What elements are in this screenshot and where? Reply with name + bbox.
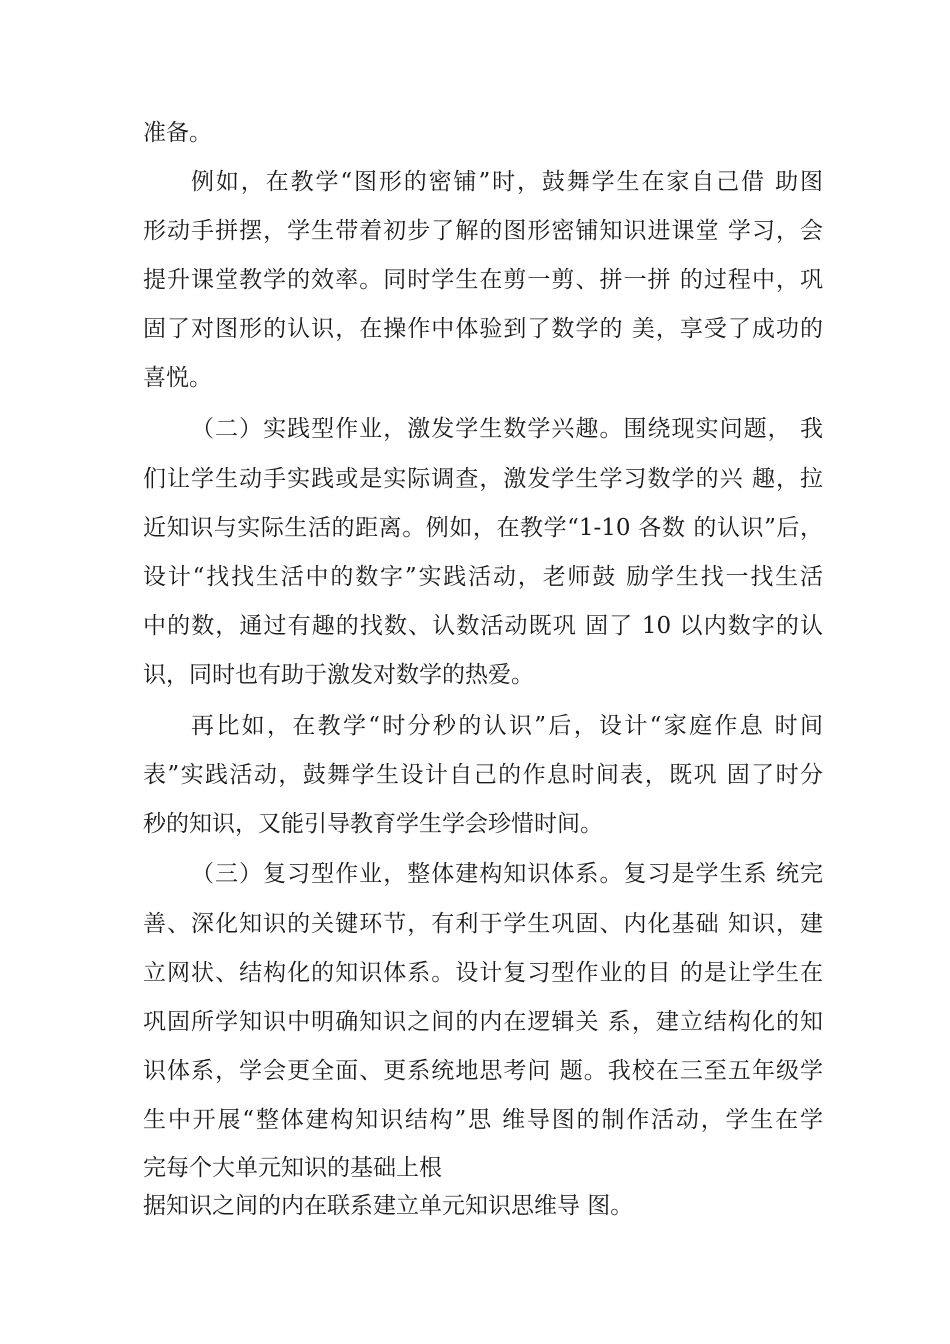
text-line-5: 固了对图形的认识，在操作中体验到了数学的 美，享受了成功的 — [143, 316, 823, 342]
text-line-23: 据知识之间的内在联系建立单元知识思维导 图。 — [143, 1193, 634, 1219]
text-line-4: 提升课堂教学的效率。同时学生在剪一剪、拼一拼 的过程中，巩 — [143, 267, 823, 293]
text-line-15: 秒的知识，又能引导教育学生学会珍惜时间。 — [143, 811, 603, 837]
text-line-11: 中的数，通过有趣的找数、认数活动既巩 固了 10 以内数字的认 — [143, 613, 823, 639]
text-line-16: （三）复习型作业，整体建构知识体系。复习是学生系 统完 — [191, 861, 823, 887]
text-line-17: 善、深化知识的关键环节，有利于学生巩固、内化基础 知识，建 — [143, 911, 823, 937]
text-line-3: 形动手拼摆，学生带着初步了解的图形密铺知识进课堂 学习，会 — [143, 218, 823, 244]
text-line-14: 表”实践活动，鼓舞学生设计自己的作息时间表，既巩 固了时分 — [143, 762, 823, 788]
text-line-18: 立网状、结构化的知识体系。设计复习型作业的目 的是让学生在 — [143, 960, 823, 986]
text-line-22: 完每个大单元知识的基础上根 — [143, 1155, 442, 1181]
text-line-2: 例如，在教学“图形的密铺”时，鼓舞学生在家自己借 助图 — [191, 169, 823, 195]
text-line-1: 准备。 — [143, 120, 212, 146]
text-line-19: 巩固所学知识中明确知识之间的内在逻辑关 系，建立结构化的知 — [143, 1009, 823, 1035]
text-line-6: 喜悦。 — [143, 365, 212, 391]
text-line-8: 们让学生动手实践或是实际调查，激发学生学习数学的兴 趣，拉 — [143, 466, 823, 492]
text-line-9: 近知识与实际生活的距离。例如，在教学“1-10 各数 的认识”后， — [143, 515, 823, 541]
text-line-13: 再比如，在教学“时分秒的认识”后，设计“家庭作息 时间 — [191, 713, 823, 739]
text-line-21: 生中开展“整体建构知识结构”思 维导图的制作活动，学生在学 — [143, 1107, 823, 1133]
text-line-12: 识，同时也有助于激发对数学的热爱。 — [143, 662, 534, 688]
text-line-20: 识体系，学会更全面、更系统地思考问 题。我校在三至五年级学 — [143, 1058, 823, 1084]
text-line-10: 设计“找找生活中的数字”实践活动，老师鼓 励学生找一找生活 — [143, 564, 823, 590]
text-line-7: （二）实践型作业，激发学生数学兴趣。围绕现实问题， 我 — [191, 416, 823, 442]
